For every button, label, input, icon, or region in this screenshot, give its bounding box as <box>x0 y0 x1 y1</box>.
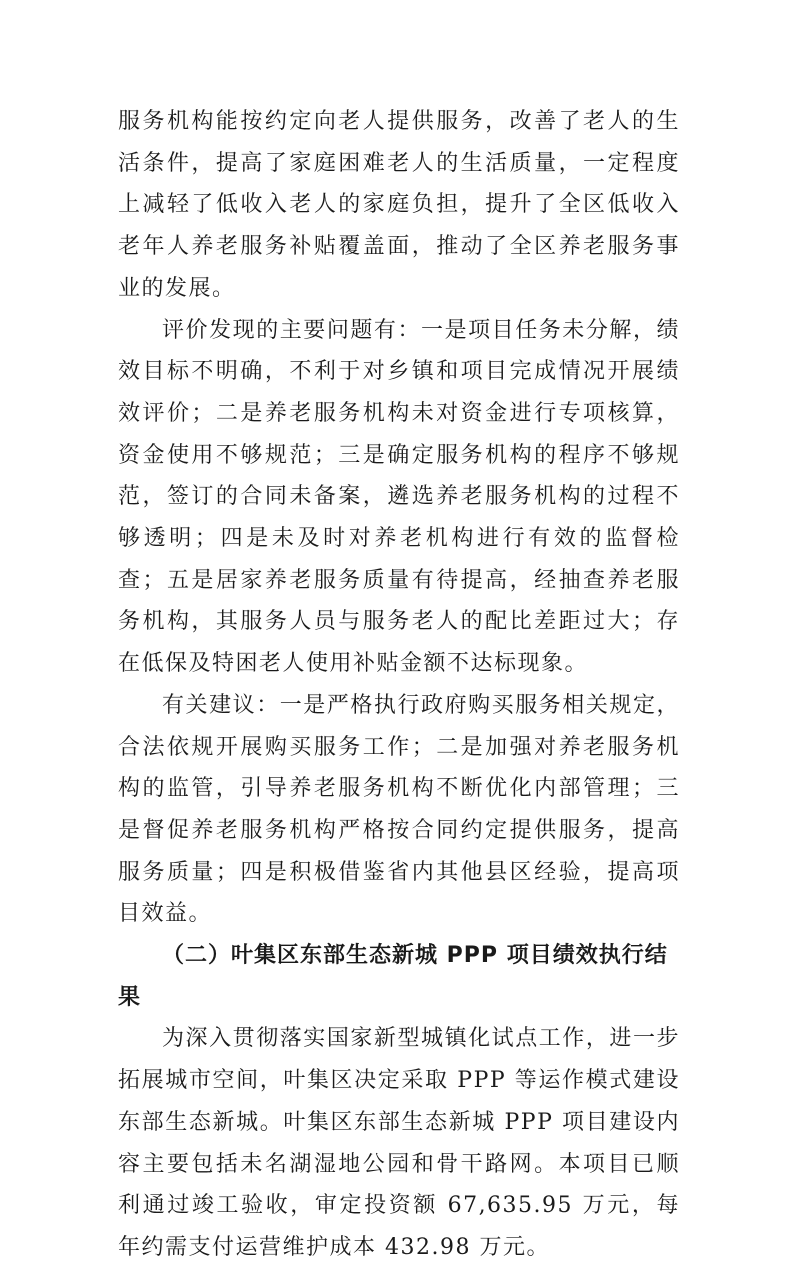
paragraph-problems-found: 评价发现的主要问题有：一是项目任务未分解，绩效目标不明确，不利于对乡镇和项目完成情况开展绩效评价；二是养老服务机构未对资金进行专项核算，资金使用不够规范；三是确定服务机构的程序不够规范，签订的合同未备案，遴选养老服务机构的过程不够透明；四是未及时对养老机构进行有效的监督检查；五是居家养老服务质量有待提高，经抽查养老服务机构，其服务人员与服务老人的配比差距过大；存在低保及特困老人使用补贴金额不达标现象。 <box>118 317 680 677</box>
document-body <box>118 101 680 1269</box>
paragraph-service-outcomes: 服务机构能按约定向老人提供服务，改善了老人的生活条件，提高了家庭困难老人的生活质量，一定程度上减轻了低收入老人的家庭负担，提升了全区低收入老年人养老服务补贴覆盖面，推动了全区养老服务事业的发展。 <box>118 109 680 301</box>
paragraph-ppp-project: 为深入贯彻落实国家新型城镇化试点工作，进一步拓展城市空间，叶集区决定采取 PPP 等运作模式建设东部生态新城。叶集区东部生态新城 PPP 项目建设内容主要包括未名湖湿地公园和骨干路网。本项目已顺利通过竣工验收，审定投资额 67,635.95 万元，每年约需支付运营维护成本 432.98 万元。 <box>118 1026 680 1260</box>
section-heading: （二）叶集区东部生态新城 PPP 项目绩效执行结果 <box>118 943 668 1010</box>
paragraph-recommendations: 有关建议：一是严格执行政府购买服务相关规定，合法依规开展购买服务工作；二是加强对养老服务机构的监管，引导养老服务机构不断优化内部管理；三是督促养老服务机构严格按合同约定提供服务，提高服务质量；四是积极借鉴省内其他县区经验，提高项目效益。 <box>118 692 680 927</box>
